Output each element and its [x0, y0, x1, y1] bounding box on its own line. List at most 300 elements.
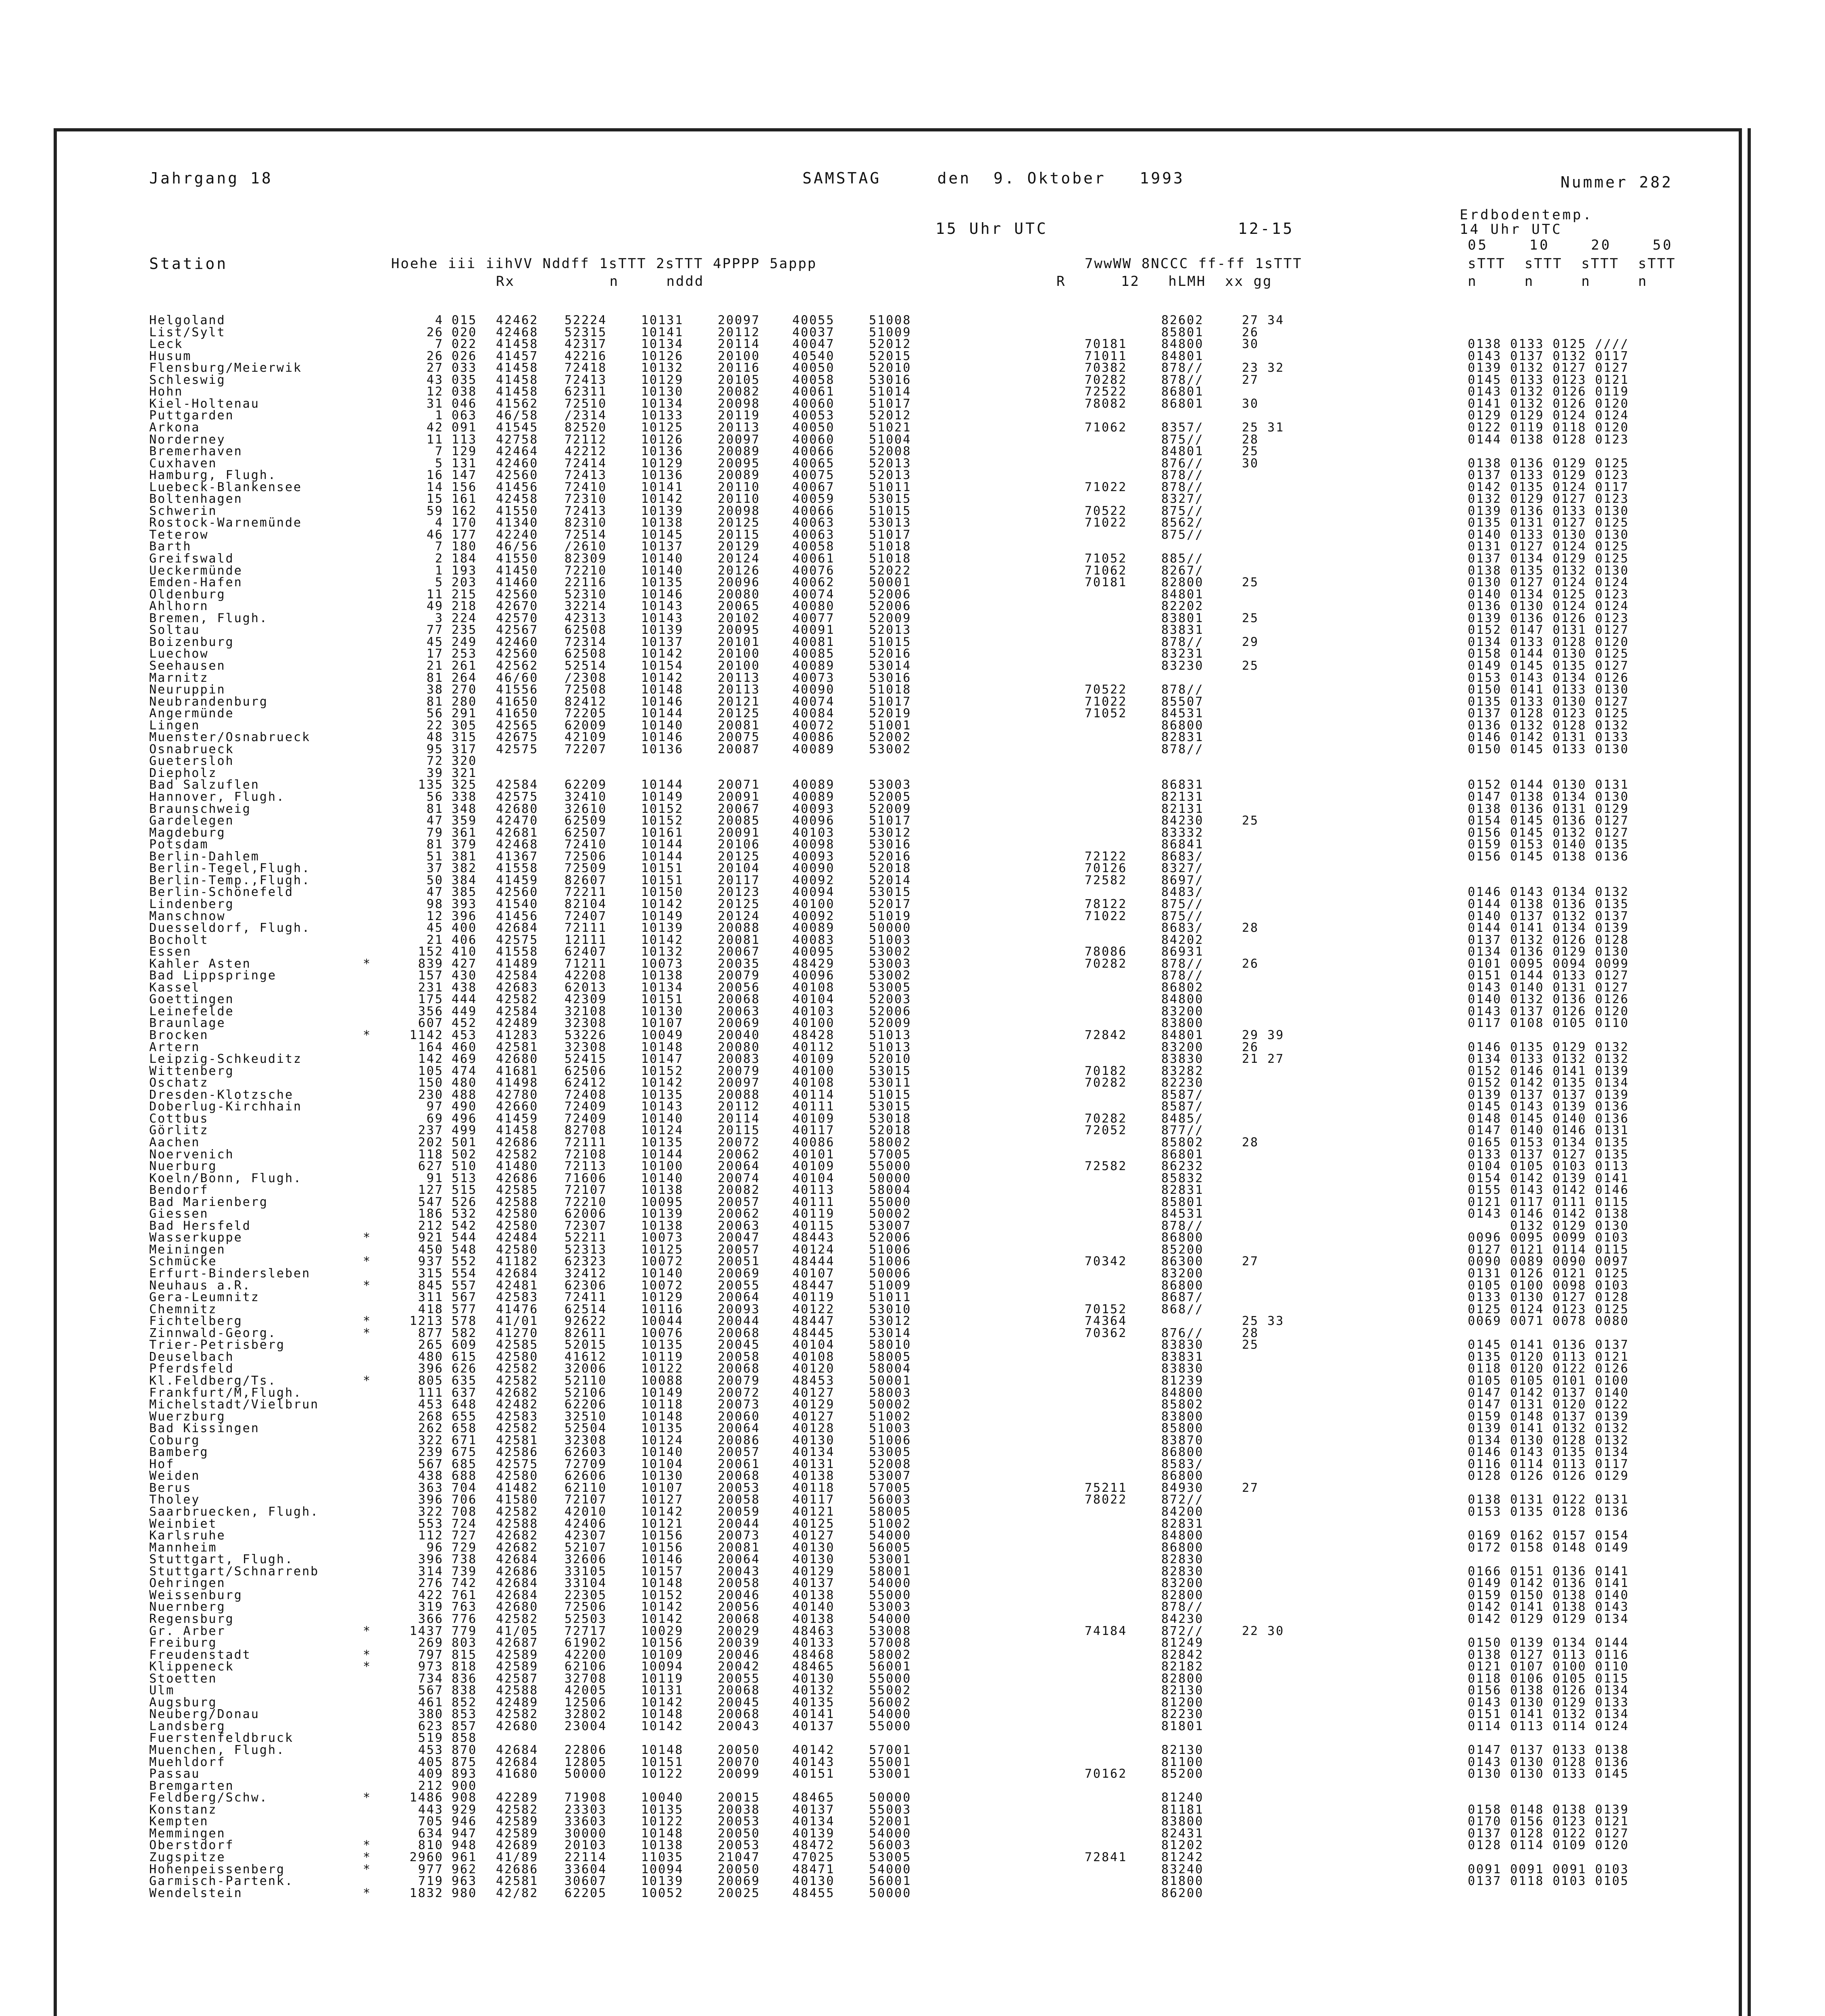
station-name: Soltau [149, 623, 200, 637]
table-row [0, 410, 1815, 421]
tendency-group: 53003 [869, 956, 912, 971]
iihvv-group: 42589 [496, 1647, 539, 1662]
station-name: Guetersloh [149, 754, 234, 768]
nddff-group: 62508 [565, 623, 607, 637]
cloud-group: 8587/ [1161, 1087, 1204, 1102]
station-name: Garmisch-Partenk. [149, 1874, 294, 1889]
station-id: 499 [452, 1123, 477, 1138]
nddff-group: 33104 [565, 1576, 607, 1591]
station-name: Coburg [149, 1433, 200, 1447]
dewpoint-group: 20046 [718, 1647, 760, 1662]
station-height: 418 [418, 1302, 444, 1316]
dewpoint-group: 20113 [718, 420, 760, 435]
iihvv-group: 42582 [496, 1373, 539, 1388]
station-name: Stuttgart/Schnarrenb [149, 1564, 319, 1579]
station-id: 947 [452, 1826, 477, 1841]
station-height: 547 [418, 1195, 444, 1209]
tendency-group: 55000 [869, 1588, 912, 1602]
station-id: 177 [452, 527, 477, 542]
table-row [0, 1828, 1815, 1839]
temp-group: 10124 [641, 1433, 684, 1447]
nddff-group: 72413 [565, 468, 607, 483]
cloud-group: 82202 [1161, 599, 1204, 614]
weather-group: 71022 [1085, 909, 1127, 923]
tendency-group: 53014 [869, 658, 912, 673]
dewpoint-group: 20080 [718, 587, 760, 602]
station-name: Arkona [149, 420, 200, 435]
weather-group: 78122 [1085, 897, 1127, 911]
station-id: 577 [452, 1302, 477, 1316]
temp-group: 10149 [641, 1385, 684, 1400]
weather-group: 72582 [1085, 1159, 1127, 1174]
iihvv-group: 42684 [496, 1576, 539, 1591]
nddff-group: 23303 [565, 1802, 607, 1817]
soil-temp-group: 0144 0138 0136 0135 [1468, 897, 1629, 911]
soil-temp-group: 0130 0130 0133 0145 [1468, 1767, 1629, 1781]
tendency-group: 57001 [869, 1743, 912, 1757]
nddff-group: 42005 [565, 1683, 607, 1698]
station-id: 264 [452, 671, 477, 685]
cloud-group: 84801 [1161, 587, 1204, 602]
station-name: Weinbiet [149, 1516, 217, 1531]
table-row [0, 1291, 1815, 1303]
cloud-group: 83200 [1161, 1040, 1204, 1054]
station-id: 033 [452, 361, 477, 375]
pressure-group: 48429 [792, 956, 835, 971]
station-height: 567 [418, 1457, 444, 1471]
pressure-group: 40137 [792, 1802, 835, 1817]
station-height: 16 [426, 468, 444, 483]
table-row [0, 1816, 1815, 1827]
iihvv-group: 42586 [496, 1445, 539, 1460]
station-name: Giessen [149, 1207, 209, 1221]
station-name: Neuruppin [149, 683, 226, 697]
nddff-group: 12805 [565, 1755, 607, 1769]
cloud-group: 82800 [1161, 1671, 1204, 1686]
iihvv-group: 42684 [496, 1552, 539, 1567]
pressure-group: 40151 [792, 1767, 835, 1781]
nddff-group: 72409 [565, 1111, 607, 1126]
weather-group: 75211 [1085, 1481, 1127, 1495]
soil-temp-group: 0156 0145 0138 0136 [1468, 849, 1629, 864]
soil-temp-group: 0105 0105 0101 0100 [1468, 1373, 1629, 1388]
temp-group: 10151 [641, 873, 684, 887]
station-name: Wasserkuppe [149, 1231, 243, 1245]
station-height: 15 [426, 492, 444, 506]
dewpoint-group: 20106 [718, 837, 760, 852]
station-name: Trier-Petrisberg [149, 1338, 285, 1352]
pressure-group: 40089 [792, 742, 835, 756]
soil-temp-group: 0143 0140 0131 0127 [1468, 980, 1629, 995]
station-name: Regensburg [149, 1612, 234, 1626]
dewpoint-group: 20091 [718, 825, 760, 840]
dewpoint-group: 20068 [718, 1326, 760, 1340]
iihvv-group: 42468 [496, 325, 539, 339]
station-height: 839 [418, 956, 444, 971]
cloud-group: 82800 [1161, 575, 1204, 590]
soil-temp-group: 0117 0108 0105 0110 [1468, 1016, 1629, 1031]
soil-temp-group: 0155 0143 0142 0146 [1468, 1183, 1629, 1198]
station-height: 45 [426, 635, 444, 649]
table-row [0, 1006, 1815, 1017]
soil-temp-group: 0090 0089 0090 0097 [1468, 1254, 1629, 1269]
soil-temp-group: 0140 0133 0130 0130 [1468, 527, 1629, 542]
nddff-group: 30000 [565, 1826, 607, 1841]
temp-group: 10137 [641, 635, 684, 649]
station-name: Aachen [149, 1135, 200, 1150]
tendency-group: 53007 [869, 1469, 912, 1483]
iihvv-group: 41458 [496, 1123, 539, 1138]
table-row [0, 1017, 1815, 1029]
station-id: 635 [452, 1373, 477, 1388]
temp-group: 10122 [641, 1767, 684, 1781]
weather-group: 72052 [1085, 1123, 1127, 1138]
iihvv-group: 42686 [496, 1564, 539, 1579]
dewpoint-group: 20123 [718, 885, 760, 900]
pressure-group: 40109 [792, 1052, 835, 1066]
station-height: 1486 [409, 1791, 444, 1805]
tendency-group: 53005 [869, 980, 912, 995]
iihvv-group: 42588 [496, 1195, 539, 1209]
tendency-group: 51018 [869, 683, 912, 697]
station-height: 4 [435, 516, 444, 530]
nddff-group: 62606 [565, 1469, 607, 1483]
nddff-group: 52313 [565, 1242, 607, 1257]
station-height: 719 [418, 1874, 444, 1889]
mountain-marker: * [363, 1231, 372, 1245]
cloud-group: 85801 [1161, 1195, 1204, 1209]
pressure-group: 40540 [792, 349, 835, 363]
table-row [0, 422, 1815, 433]
station-id: 980 [452, 1886, 477, 1900]
station-name: Stuttgart, Flugh. [149, 1552, 294, 1567]
tendency-group: 51006 [869, 1433, 912, 1447]
station-id: 193 [452, 563, 477, 578]
table-row [0, 1661, 1815, 1672]
tendency-group: 51017 [869, 814, 912, 828]
cloud-group: 8683/ [1161, 921, 1204, 935]
station-height: 422 [418, 1588, 444, 1602]
station-id: 452 [452, 1016, 477, 1031]
pressure-group: 40138 [792, 1588, 835, 1602]
station-height: 4 [435, 313, 444, 327]
station-id: 836 [452, 1671, 477, 1686]
iihvv-group: 41/05 [496, 1624, 539, 1638]
station-height: 937 [418, 1254, 444, 1269]
nddff-group: 32308 [565, 1016, 607, 1031]
station-id: 038 [452, 385, 477, 399]
station-name: Bocholt [149, 933, 209, 947]
table-row [0, 338, 1815, 350]
gust-group: 29 39 [1242, 1028, 1285, 1042]
station-id: 532 [452, 1207, 477, 1221]
temp-group: 10029 [641, 1624, 684, 1638]
weather-group: 70181 [1085, 575, 1127, 590]
mountain-marker: * [363, 1660, 372, 1674]
station-name: Bad Lippspringe [149, 968, 277, 983]
station-id: 675 [452, 1445, 477, 1460]
tendency-group: 51009 [869, 1278, 912, 1293]
cloud-group: 8587/ [1161, 1100, 1204, 1114]
iihvv-group: 42582 [496, 1421, 539, 1436]
table-row [0, 1446, 1815, 1458]
cloud-group: 83200 [1161, 1576, 1204, 1591]
station-height: 461 [418, 1695, 444, 1710]
dewpoint-group: 20099 [718, 1767, 760, 1781]
tendency-group: 58004 [869, 1183, 912, 1198]
table-row [0, 1470, 1815, 1482]
dewpoint-group: 20110 [718, 480, 760, 494]
tendency-group: 52019 [869, 706, 912, 721]
tendency-group: 50001 [869, 575, 912, 590]
pressure-group: 40124 [792, 1242, 835, 1257]
temp-group: 10139 [641, 1207, 684, 1221]
station-height: 26 [426, 325, 444, 339]
soil-temp-group: 0138 0136 0129 0125 [1468, 456, 1629, 471]
iihvv-group: 42481 [496, 1278, 539, 1293]
nddff-group: 72510 [565, 396, 607, 411]
station-name: Hamburg, Flugh. [149, 468, 277, 483]
tendency-group: 55000 [869, 1719, 912, 1733]
cloud-group: 83200 [1161, 1004, 1204, 1018]
station-name: Muenchen, Flugh. [149, 1743, 285, 1757]
tendency-group: 51017 [869, 694, 912, 709]
iihvv-group: 42589 [496, 1814, 539, 1829]
iihvv-group: 42289 [496, 1791, 539, 1805]
table-row [0, 1613, 1815, 1625]
temp-group: 10148 [641, 1743, 684, 1757]
gust-group: 28 [1242, 1135, 1259, 1150]
station-name: Weiden [149, 1469, 200, 1483]
station-id: 249 [452, 635, 477, 649]
soil-temp-group: 0149 0142 0136 0141 [1468, 1576, 1629, 1591]
dewpoint-group: 20114 [718, 1111, 760, 1126]
station-name: Hohenpeissenberg [149, 1862, 285, 1876]
station-name: Bremen, Flugh. [149, 611, 268, 625]
station-height: 150 [418, 1076, 444, 1090]
station-id: 542 [452, 1218, 477, 1233]
station-id: 776 [452, 1612, 477, 1626]
station-id: 224 [452, 611, 477, 625]
weather-group: 70282 [1085, 1076, 1127, 1090]
soil-temp-group: 0134 0133 0132 0132 [1468, 1052, 1629, 1066]
pressure-group: 40142 [792, 1743, 835, 1757]
soil-temp-group: 0133 0137 0127 0135 [1468, 1147, 1629, 1162]
tendency-group: 51017 [869, 527, 912, 542]
pressure-group: 40137 [792, 1576, 835, 1591]
soil-temp-group: 0143 0137 0132 0117 [1468, 349, 1629, 363]
station-height: 81 [426, 671, 444, 685]
table-row [0, 1304, 1815, 1315]
station-name: Fichtelberg [149, 1314, 243, 1329]
table-row [0, 1566, 1815, 1577]
pressure-group: 40063 [792, 516, 835, 530]
tendency-group: 57005 [869, 1481, 912, 1495]
dewpoint-group: 20044 [718, 1516, 760, 1531]
iihvv-group: 42681 [496, 825, 539, 840]
iihvv-group: 42460 [496, 635, 539, 649]
weather-group: 70282 [1085, 1111, 1127, 1126]
table-row [0, 1887, 1815, 1899]
nddff-group: 72418 [565, 361, 607, 375]
station-id: 427 [452, 956, 477, 971]
cloud-group: 83800 [1161, 1409, 1204, 1424]
station-height: 49 [426, 599, 444, 614]
dewpoint-group: 20119 [718, 408, 760, 423]
weather-group: 70362 [1085, 1326, 1127, 1340]
cloud-group: 84930 [1161, 1481, 1204, 1495]
cloud-group: 82230 [1161, 1707, 1204, 1722]
station-height: 96 [426, 1540, 444, 1555]
station-height: 262 [418, 1421, 444, 1436]
nddff-group: 41612 [565, 1350, 607, 1364]
nddff-group: 52106 [565, 1385, 607, 1400]
station-id: 875 [452, 1755, 477, 1769]
dewpoint-group: 20050 [718, 1862, 760, 1876]
temp-group: 10121 [641, 1516, 684, 1531]
pressure-group: 40066 [792, 504, 835, 518]
temp-group: 10146 [641, 730, 684, 745]
soil-temp-group: 0130 0127 0124 0124 [1468, 575, 1629, 590]
dewpoint-group: 20081 [718, 933, 760, 947]
table-row [0, 1685, 1815, 1696]
station-height: 734 [418, 1671, 444, 1686]
pressure-group: 40100 [792, 1016, 835, 1031]
soil-temp-group: 0152 0147 0131 0127 [1468, 623, 1629, 637]
station-name: Rostock-Warnemünde [149, 516, 302, 530]
temp-group: 10157 [641, 1564, 684, 1579]
pressure-group: 40103 [792, 1004, 835, 1018]
nddff-group: 82412 [565, 694, 607, 709]
table-row [0, 886, 1815, 898]
soil-temp-group: 0138 0127 0113 0116 [1468, 1647, 1629, 1662]
dewpoint-group: 20071 [718, 778, 760, 792]
gust-group: 21 27 [1242, 1052, 1285, 1066]
iihvv-group: 42560 [496, 885, 539, 900]
dewpoint-group: 20113 [718, 671, 760, 685]
iihvv-group: 41580 [496, 1493, 539, 1507]
station-id: 818 [452, 1660, 477, 1674]
tendency-group: 52009 [869, 1016, 912, 1031]
dewpoint-group: 20096 [718, 575, 760, 590]
station-name: Augsburg [149, 1695, 217, 1710]
table-row [0, 1173, 1815, 1184]
temp-group: 10122 [641, 1362, 684, 1376]
station-id: 218 [452, 599, 477, 614]
pressure-group: 48472 [792, 1838, 835, 1853]
soil-temp-group: 0143 0137 0126 0120 [1468, 1004, 1629, 1018]
cloud-group: 875// [1161, 432, 1204, 447]
mountain-marker: * [363, 1254, 372, 1269]
weather-group: 71062 [1085, 420, 1127, 435]
iihvv-group: 41458 [496, 337, 539, 352]
weather-group: 72522 [1085, 385, 1127, 399]
iihvv-group: 42580 [496, 1218, 539, 1233]
station-id: 444 [452, 992, 477, 1007]
table-row [0, 672, 1815, 684]
dewpoint-group: 20047 [718, 1231, 760, 1245]
temp-group: 10144 [641, 849, 684, 864]
temp-group: 10156 [641, 1540, 684, 1555]
iihvv-group: 42682 [496, 1385, 539, 1400]
table-row [0, 1708, 1815, 1720]
nddff-group: 72506 [565, 1600, 607, 1614]
table-row [0, 1839, 1815, 1851]
soil-temp-group: 0139 0137 0137 0139 [1468, 1087, 1629, 1102]
iihvv-group: 42684 [496, 1755, 539, 1769]
dewpoint-group: 20086 [718, 1433, 760, 1447]
dewpoint-group: 20064 [718, 1159, 760, 1174]
tendency-group: 51004 [869, 432, 912, 447]
iihvv-group: 41182 [496, 1254, 539, 1269]
iihvv-group: 42588 [496, 1683, 539, 1698]
soil-temp-group: 0118 0106 0105 0115 [1468, 1671, 1629, 1686]
tendency-group: 50002 [869, 1397, 912, 1412]
iihvv-group: 42582 [496, 1505, 539, 1519]
station-id: 235 [452, 623, 477, 637]
tendency-group: 52010 [869, 361, 912, 375]
tendency-group: 51019 [869, 909, 912, 923]
cloud-group: 878// [1161, 635, 1204, 649]
tendency-group: 53002 [869, 968, 912, 983]
station-height: 977 [418, 1862, 444, 1876]
pressure-group: 48453 [792, 1373, 835, 1388]
nddff-group: 62514 [565, 1302, 607, 1316]
mountain-marker: * [363, 1326, 372, 1340]
nddff-group: 33604 [565, 1862, 607, 1876]
cloud-group: 86801 [1161, 396, 1204, 411]
station-height: 2 [435, 552, 444, 566]
table-row [0, 1554, 1815, 1565]
iihvv-group: 41458 [496, 361, 539, 375]
station-id: 900 [452, 1779, 477, 1793]
pressure-group: 48443 [792, 1231, 835, 1245]
dewpoint-group: 20110 [718, 492, 760, 506]
soil-temp-group: 0096 0095 0099 0103 [1468, 1231, 1629, 1245]
soil-temp-group: 0140 0134 0125 0123 [1468, 587, 1629, 602]
dewpoint-group: 20125 [718, 516, 760, 530]
station-id: 658 [452, 1421, 477, 1436]
station-name: Freudenstadt [149, 1647, 251, 1662]
dewpoint-group: 20080 [718, 1040, 760, 1054]
nddff-group: 52211 [565, 1231, 607, 1245]
cloud-group: 85802 [1161, 1397, 1204, 1412]
pressure-group: 40108 [792, 1076, 835, 1090]
iihvv-group: 46/58 [496, 408, 539, 423]
temp-group: 10125 [641, 1242, 684, 1257]
table-row [0, 1494, 1815, 1506]
dewpoint-group: 20074 [718, 1171, 760, 1185]
station-name: Diepholz [149, 766, 217, 780]
pressure-group: 40104 [792, 992, 835, 1007]
station-name: Norderney [149, 432, 226, 447]
table-row [0, 851, 1815, 862]
nddff-group: 61902 [565, 1636, 607, 1650]
station-id: 496 [452, 1111, 477, 1126]
dewpoint-group: 20055 [718, 1278, 760, 1293]
pressure-group: 40083 [792, 933, 835, 947]
tendency-group: 52018 [869, 861, 912, 876]
station-id: 469 [452, 1052, 477, 1066]
station-id: 410 [452, 945, 477, 959]
table-row [0, 541, 1815, 552]
station-col-header: Station [149, 255, 228, 273]
tendency-group: 52009 [869, 611, 912, 625]
soil-temp-group: 0135 0131 0127 0125 [1468, 516, 1629, 530]
pressure-group: 48455 [792, 1886, 835, 1900]
station-height: 142 [418, 1052, 444, 1066]
temp-group: 10142 [641, 492, 684, 506]
